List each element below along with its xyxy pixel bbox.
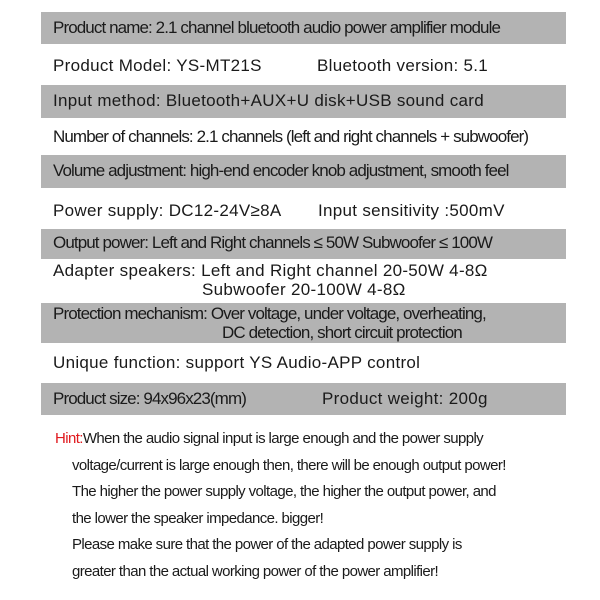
- hint-line-2: voltage/current is large enough then, there will be enough output power!: [72, 456, 506, 474]
- volume-adjustment-text: Volume adjustment: high-end encoder knob adjustment, smooth feel: [53, 161, 509, 180]
- hint-line1-text: When the audio signal input is large enough and the power supply: [82, 430, 484, 447]
- product-size-text: Product size: 94x96x23(mm): [53, 389, 246, 408]
- spec-row-size-weight: [41, 383, 566, 415]
- hint-line-6: greater than the actual working power of the power amplifier!: [72, 562, 439, 580]
- spec-row-unique-function: [41, 347, 566, 381]
- input-sensitivity-text: Input sensitivity :500mV: [318, 201, 505, 220]
- spec-row-output-power: [41, 229, 566, 259]
- hint-line-5: Please make sure that the power of the adapted power supply is: [72, 536, 462, 553]
- spec-row-model-bluetooth: [41, 48, 566, 82]
- spec-row-input-method: [41, 85, 566, 118]
- spec-row-channels: [41, 120, 566, 154]
- product-name-text: Product name: 2.1 channel bluetooth audio power amplifier module: [53, 18, 501, 37]
- hint-block: [55, 426, 595, 585]
- spec-row-product-name: [41, 12, 566, 44]
- product-weight-text: Product weight: 200g: [322, 389, 488, 408]
- power-supply-text: Power supply: DC12-24V≥8A: [53, 201, 282, 220]
- hint-line-3: The higher the power supply voltage, the higher the output power, and: [72, 483, 496, 500]
- hint-line-1: [55, 426, 595, 453]
- spec-row-volume-adjustment: [41, 155, 566, 188]
- bluetooth-version-text: Bluetooth version: 5.1: [317, 56, 489, 75]
- adapter-speakers-line1: Adapter speakers: Left and Right channel 20-50W 4-8Ω: [53, 261, 488, 280]
- protection-line1: Protection mechanism: Over voltage, under voltage, overheating,: [53, 304, 486, 323]
- spec-row-adapter-speakers: [41, 259, 566, 301]
- adapter-speakers-line2: Subwoofer 20-100W 4-8Ω: [202, 280, 406, 299]
- output-power-text: Output power: Left and Right channels ≤ 50W Subwoofer ≤ 100W: [53, 233, 493, 252]
- spec-row-protection: [41, 303, 566, 343]
- protection-line2: DC detection, short circuit protection: [222, 323, 462, 342]
- hint-line-4: the lower the speaker impedance. bigger!: [72, 509, 324, 527]
- unique-function-text: Unique function: support YS Audio-APP control: [53, 353, 421, 372]
- spec-row-power-sensitivity: [41, 193, 566, 227]
- product-model-text: Product Model: YS-MT21S: [53, 56, 262, 75]
- channels-text: Number of channels: 2.1 channels (left and right channels + subwoofer): [53, 127, 529, 146]
- input-method-text: Input method: Bluetooth+AUX+U disk+USB sound card: [53, 91, 484, 110]
- hint-label: Hint:: [55, 430, 83, 447]
